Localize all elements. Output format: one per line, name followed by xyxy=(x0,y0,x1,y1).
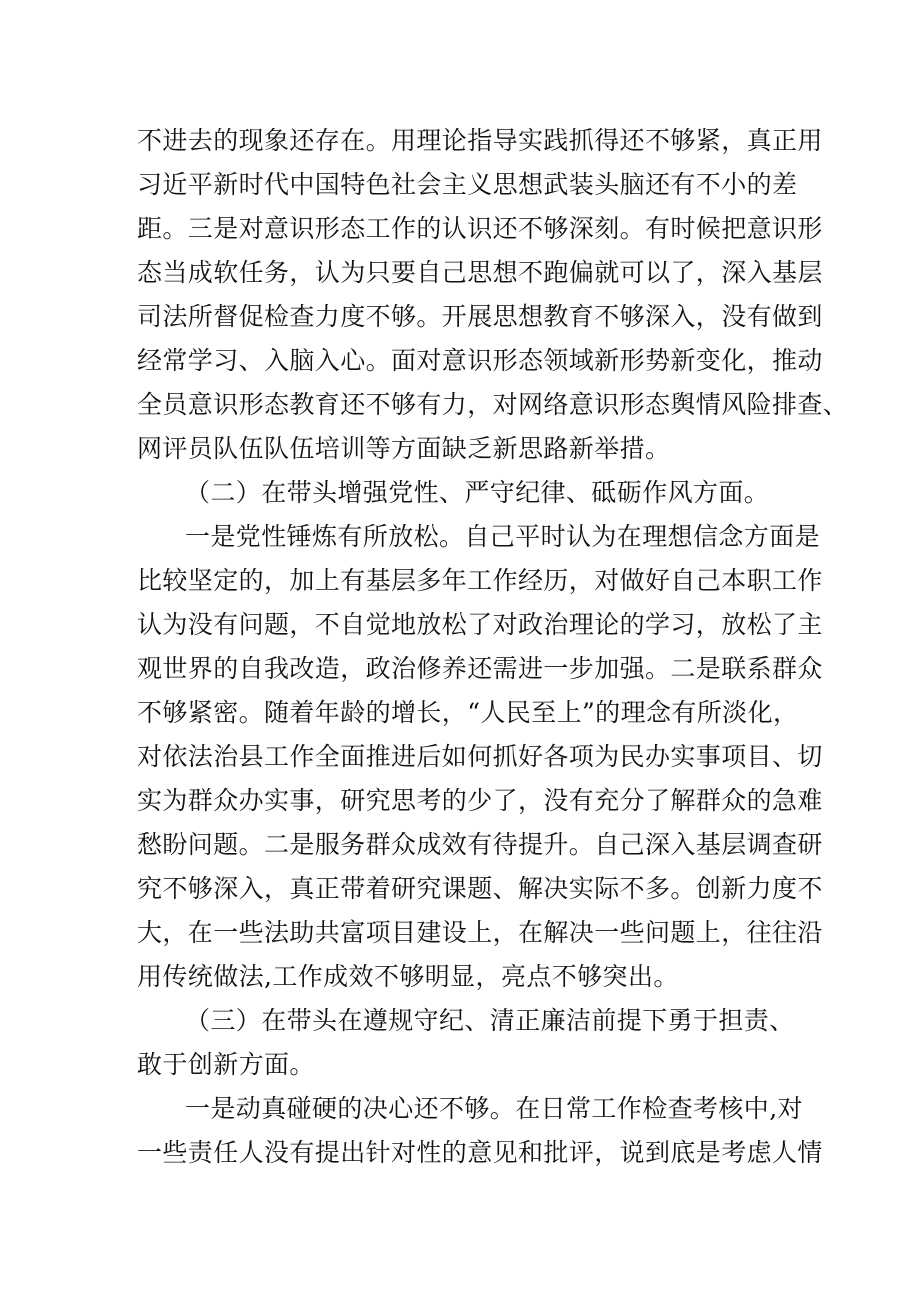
paragraph-line: 究不够深入，真正带着研究课题、解决实际不多。创新力度不 xyxy=(137,874,823,903)
paragraph-line: 一些责任人没有提出针对性的意见和批评，说到底是考虑人情 xyxy=(137,1138,823,1167)
paragraph-line: 认为没有问题，不自觉地放松了对政治理论的学习，放松了主 xyxy=(137,610,823,639)
paragraph-line: 习近平新时代中国特色社会主义思想武装头脑还有不小的差 xyxy=(137,170,798,199)
paragraph-line: 不够紧密。随着年龄的增长，“人民至上”的理念有所淡化， xyxy=(137,698,799,727)
section-heading: （二）在带头增强党性、严守纪律、砥砺作风方面。 xyxy=(185,478,770,507)
paragraph-line: 全员意识形态教育还不够有力，对网络意识形态舆情风险排查、 xyxy=(137,390,849,419)
paragraph-line: 观世界的自我改造，政治修养还需进一步加强。二是联系群众 xyxy=(137,654,823,683)
paragraph-line: 经常学习、入脑入心。面对意识形态领域新形势新变化，推动 xyxy=(137,346,823,375)
paragraph-line: 司法所督促检查力度不够。开展思想教育不够深入，没有做到 xyxy=(137,302,823,331)
paragraph-line: 一是动真碰硬的决心还不够。在日常工作检查考核中,对 xyxy=(185,1094,803,1123)
section-heading: （三）在带头在遵规守纪、清正廉洁前提下勇于担责、 xyxy=(185,1006,795,1035)
paragraph-line: 大，在一些法助共富项目建设上，在解决一些问题上，往往沿 xyxy=(137,918,823,947)
paragraph-line: 实为群众办实事，研究思考的少了，没有充分了解群众的急难 xyxy=(137,786,823,815)
paragraph-line: 用传统做法,工作成效不够明显，亮点不够突出。 xyxy=(137,962,679,991)
paragraph-line: 态当成软任务，认为只要自己思想不跑偏就可以了，深入基层 xyxy=(137,258,823,287)
paragraph-line: 比较坚定的，加上有基层多年工作经历，对做好自己本职工作 xyxy=(137,566,823,595)
paragraph-line: 一是党性锤炼有所放松。自己平时认为在理想信念方面是 xyxy=(185,522,821,551)
paragraph-line: 愁盼问题。二是服务群众成效有待提升。自己深入基层调查研 xyxy=(137,830,823,859)
paragraph-line: 网评员队伍队伍培训等方面缺乏新思路新举措。 xyxy=(137,434,671,463)
paragraph-line: 对依法治县工作全面推进后如何抓好各项为民办实事项目、切 xyxy=(137,742,823,771)
section-heading-continuation: 敢于创新方面。 xyxy=(137,1050,315,1079)
paragraph-line: 距。三是对意识形态工作的认识还不够深刻。有时候把意识形 xyxy=(137,214,823,243)
paragraph-line: 不进去的现象还存在。用理论指导实践抓得还不够紧，真正用 xyxy=(137,126,823,155)
